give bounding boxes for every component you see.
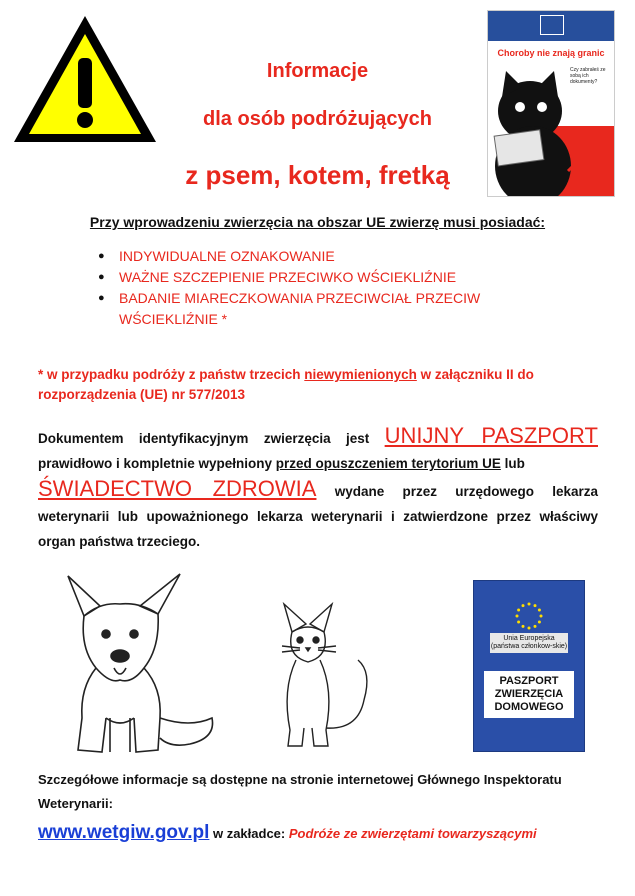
url-line — [38, 822, 608, 844]
title-line-2: dla osób podróżujących — [203, 108, 432, 130]
dog-illustration-icon — [40, 568, 220, 758]
leaflet-heading: Choroby nie znają granic — [497, 48, 605, 58]
requirement-item: ● BADANIE MIARECZKOWANIA PRZECIWCIAŁ PRZECIW WŚCIEKLIŹNIE * — [98, 288, 578, 330]
cat-illustration-icon — [262, 600, 382, 750]
tab-name: Podróże ze zwierzętami towarzyszącymi — [288, 826, 537, 841]
eu-flag-icon — [540, 15, 564, 35]
eu-stars-icon — [514, 601, 544, 631]
website-link[interactable]: www.wetgiw.gov.pl — [38, 822, 210, 843]
info-text: Szczegółowe informacje są dostępne na stronie internetowej Głównego Inspektoratu Weterynarii: — [38, 772, 562, 811]
requirements-list — [98, 246, 578, 330]
tab-prefix: w zakładce: — [209, 826, 289, 841]
footnote — [38, 365, 598, 405]
eu-passport-highlight: UNIJNY PASZPORT — [384, 423, 598, 448]
document-paragraph — [38, 423, 598, 554]
pet-passport-image — [473, 580, 585, 752]
requirement-item: ● INDYWIDUALNE OZNAKOWANIE — [98, 246, 578, 267]
leaflet-question: Czy zabrałeś ze sobą ich dokumenty? — [570, 67, 606, 85]
passport-title-label: PASZPORT ZWIERZĘCIA DOMOWEGO — [484, 671, 574, 718]
requirements-intro: Przy wprowadzeniu zwierzęcia na obszar UE zwierzę musi posiadać: — [89, 214, 546, 230]
requirement-item: ● WAŻNE SZCZEPIENIE PRZECIWKO WŚCIEKLIŹNIE — [98, 267, 578, 288]
doc-text-3: lub — [500, 456, 525, 471]
warning-triangle-icon — [10, 10, 160, 148]
doc-text-4: wydane przez urzędowego lekarza weterynarii lub upoważnionego lekarza weterynarii i zatwierdzone przez właściwy organ państwa trzeciego. — [38, 484, 598, 549]
leaflet-image — [487, 10, 615, 197]
title-line-3: z psem, kotem, fretką — [185, 160, 450, 190]
footnote-underlined: niewymienionych — [304, 367, 417, 382]
passport-union-label: Unia Europejska (państwa członkow-skie) — [490, 633, 568, 653]
footnote-text-1: * w przypadku podróży z państw trzecich — [38, 367, 305, 382]
footnote-text-2: w załączniku II do rozporządzenia (UE) nr 577/2013 — [38, 367, 534, 402]
doc-text-1: Dokumentem identyfikacyjnym zwierzęcia jest — [38, 431, 385, 446]
doc-underlined: przed opuszczeniem terytorium UE — [275, 456, 501, 471]
title-line-1: Informacje — [266, 60, 369, 82]
doc-text-2: prawidłowo i kompletnie wypełniony — [38, 456, 276, 471]
health-certificate-highlight: ŚWIADECTWO ZDROWIA — [38, 476, 317, 501]
